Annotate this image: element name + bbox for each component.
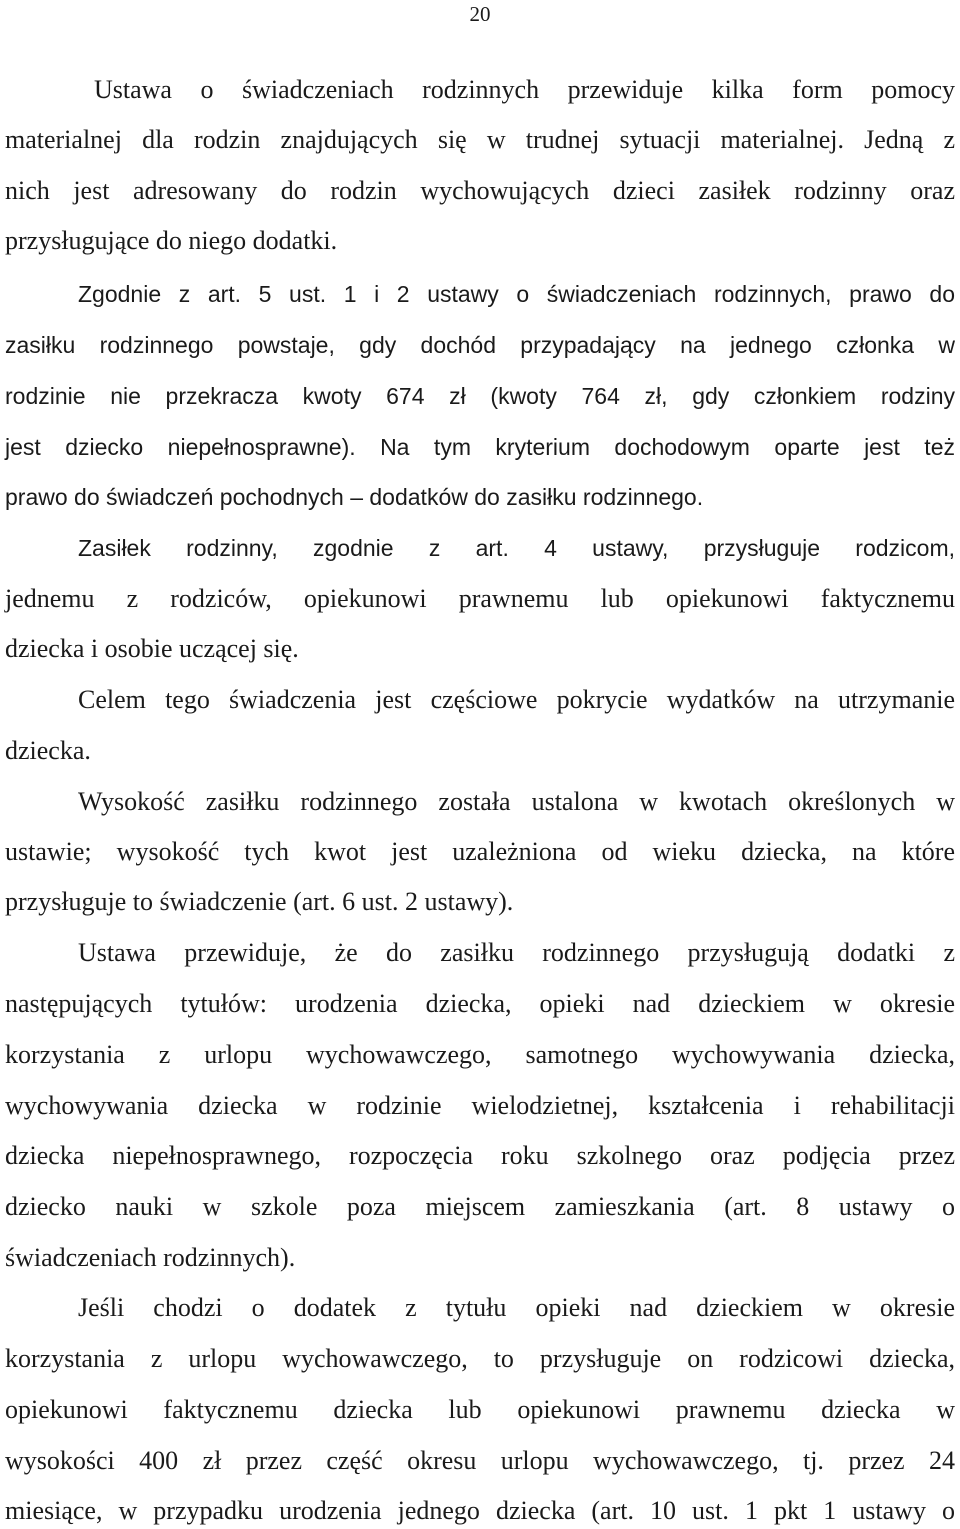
text-line: świadczeniach rodzinnych).	[5, 1243, 296, 1272]
text-line: prawo do świadczeń pochodnych – dodatków do zasiłku rodzinnego.	[5, 484, 704, 510]
text-line: wychowywania dziecka w rodzinie wielodzietnej, kształcenia i rehabilitacji	[5, 1091, 955, 1120]
text-line: Celem tego świadczenia jest częściowe pokrycie wydatków na utrzymanie	[78, 685, 955, 714]
text-line: jednemu z rodziców, opiekunowi prawnemu lub opiekunowi faktycznemu	[5, 584, 955, 613]
text-line: korzystania z urlopu wychowawczego, samotnego wychowywania dziecka,	[5, 1040, 955, 1069]
text-line: ustawie; wysokość tych kwot jest uzależniona od wieku dziecka, na które	[5, 837, 955, 866]
text-line: Wysokość zasiłku rodzinnego została ustalona w kwotach określonych w	[78, 787, 955, 816]
text-line: Ustawa o świadczeniach rodzinnych przewiduje kilka form pomocy	[94, 75, 955, 104]
text-line: przysługujące do niego dodatki.	[5, 226, 338, 255]
text-line: Jeśli chodzi o dodatek z tytułu opieki nad dzieckiem w okresie	[78, 1293, 955, 1322]
text-line: miesiące, w przypadku urodzenia jednego dziecka (art. 10 ust. 1 pkt 1 ustawy o	[5, 1496, 955, 1525]
text-line: Zasiłek rodzinny, zgodnie z art. 4 ustawy, przysługuje rodzicom,	[78, 535, 955, 561]
text-line: Ustawa przewiduje, że do zasiłku rodzinnego przysługują dodatki z	[78, 938, 955, 967]
text-line: przysługuje to świadczenie (art. 6 ust. 2 ustawy).	[5, 887, 514, 916]
text-line: materialnej dla rodzin znajdujących się w trudnej sytuacji materialnej. Jedną z	[5, 125, 955, 154]
page-number: 20	[469, 2, 491, 26]
text-line: zasiłku rodzinnego powstaje, gdy dochód przypadający na jednego członka w	[5, 332, 955, 358]
text-line: dziecka i osobie uczącej się.	[5, 634, 299, 663]
text-line: dziecka niepełnosprawnego, rozpoczęcia roku szkolnego oraz podjęcia przez	[5, 1141, 955, 1170]
text-line: dziecka.	[5, 736, 91, 765]
text-line: Zgodnie z art. 5 ust. 1 i 2 ustawy o świadczeniach rodzinnych, prawo do	[78, 281, 955, 307]
text-line: nich jest adresowany do rodzin wychowujących dzieci zasiłek rodzinny oraz	[5, 176, 955, 205]
text-line: opiekunowi faktycznemu dziecka lub opiekunowi prawnemu dziecka w	[5, 1395, 955, 1424]
text-line: korzystania z urlopu wychowawczego, to przysługuje on rodzicowi dziecka,	[5, 1344, 955, 1373]
text-line: jest dziecko niepełnosprawne). Na tym kryterium dochodowym oparte jest też	[5, 434, 955, 460]
text-line: dziecko nauki w szkole poza miejscem zamieszkania (art. 8 ustawy o	[5, 1192, 955, 1221]
text-line: następujących tytułów: urodzenia dziecka, opieki nad dzieckiem w okresie	[5, 989, 955, 1018]
text-line: wysokości 400 zł przez część okresu urlopu wychowawczego, tj. przez 24	[5, 1446, 955, 1475]
text-line: rodzinie nie przekracza kwoty 674 zł (kwoty 764 zł, gdy członkiem rodziny	[5, 383, 955, 409]
